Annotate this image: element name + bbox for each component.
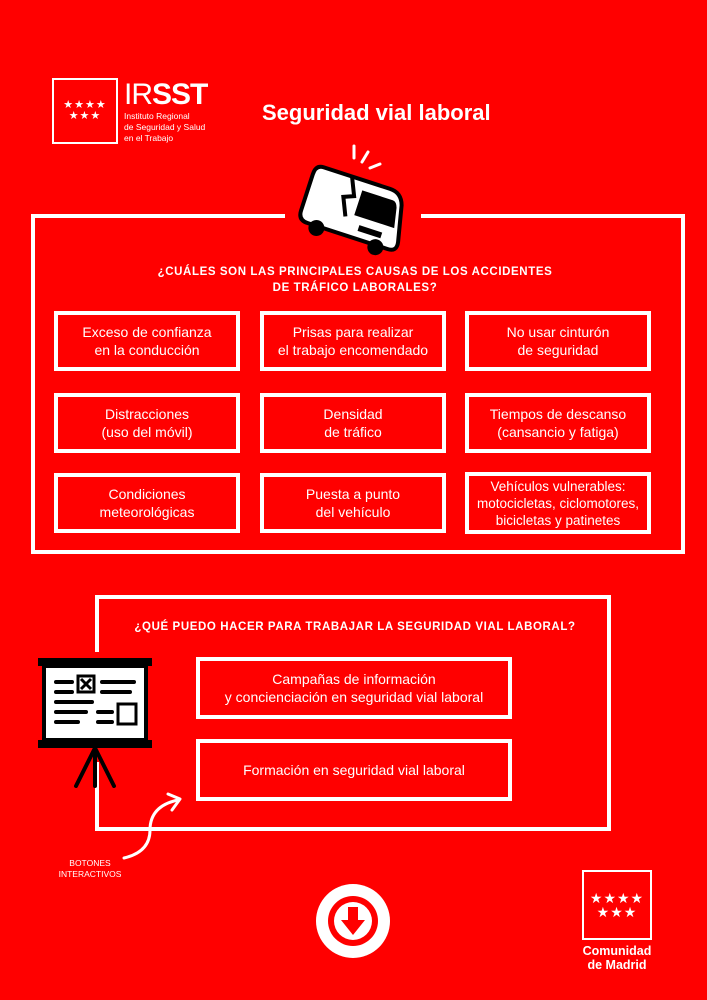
causes-question-line2: DE TRÁFICO LABORALES? [272, 282, 438, 294]
actions-question: ¿QUÉ PUEDO HACER PARA TRABAJAR LA SEGURIDAD VIAL LABORAL? [134, 621, 576, 633]
irsst-wordmark [124, 80, 207, 110]
footer-stars-bottom: ★★★ [596, 904, 638, 920]
cause-button-distracciones[interactable]: Distracciones (uso del móvil) [54, 393, 240, 453]
crashed-van-icon [290, 140, 420, 258]
cause-button-prisas[interactable]: Prisas para realizar el trabajo encomendado [260, 311, 446, 371]
cause-button-vulnerables[interactable]: Vehículos vulnerables: motocicletas, ciclomotores, bicicletas y patinetes [465, 472, 651, 534]
stars-icon [590, 891, 644, 919]
curved-arrow-icon [120, 790, 192, 862]
page-title: Seguridad vial laboral [262, 100, 491, 125]
arrow-down-icon [325, 893, 381, 949]
causes-question [120, 264, 590, 296]
irsst-logo-box [52, 78, 118, 144]
causes-question-line1: ¿CUÁLES SON LAS PRINCIPALES CAUSAS DE LOS ACCIDENTES [157, 266, 553, 278]
comunidad-madrid-logo [582, 870, 652, 940]
action-button-formacion[interactable]: Formación en seguridad vial laboral [196, 739, 512, 801]
logo-stars-bottom: ★★★ [68, 110, 102, 122]
interactive-buttons-hint: BOTONES INTERACTIVOS [58, 858, 122, 879]
cause-button-descanso[interactable]: Tiempos de descanso (cansancio y fatiga) [465, 393, 651, 453]
comunidad-madrid-label: Comunidad de Madrid [582, 944, 652, 972]
cause-button-confianza[interactable]: Exceso de confianza en la conducción [54, 311, 240, 371]
footer-stars-top: ★★★★ [589, 890, 645, 906]
brand-ir: IR [124, 78, 152, 111]
stars-icon [63, 100, 106, 122]
action-button-campanas[interactable]: Campañas de información y concienciación en seguridad vial laboral [196, 657, 512, 719]
logo-stars-top: ★★★★ [63, 99, 107, 111]
cause-button-densidad[interactable]: Densidad de tráfico [260, 393, 446, 453]
cause-button-meteorologicas[interactable]: Condiciones meteorológicas [54, 473, 240, 533]
cause-button-puesta-a-punto[interactable]: Puesta a punto del vehículo [260, 473, 446, 533]
brand-sst: SST [152, 78, 208, 111]
scroll-down-button[interactable] [316, 884, 390, 958]
presentation-board-icon [38, 656, 152, 788]
cause-button-cinturon[interactable]: No usar cinturón de seguridad [465, 311, 651, 371]
brand-subtitle: Instituto Regional de Seguridad y Salud en el Trabajo [124, 111, 206, 143]
